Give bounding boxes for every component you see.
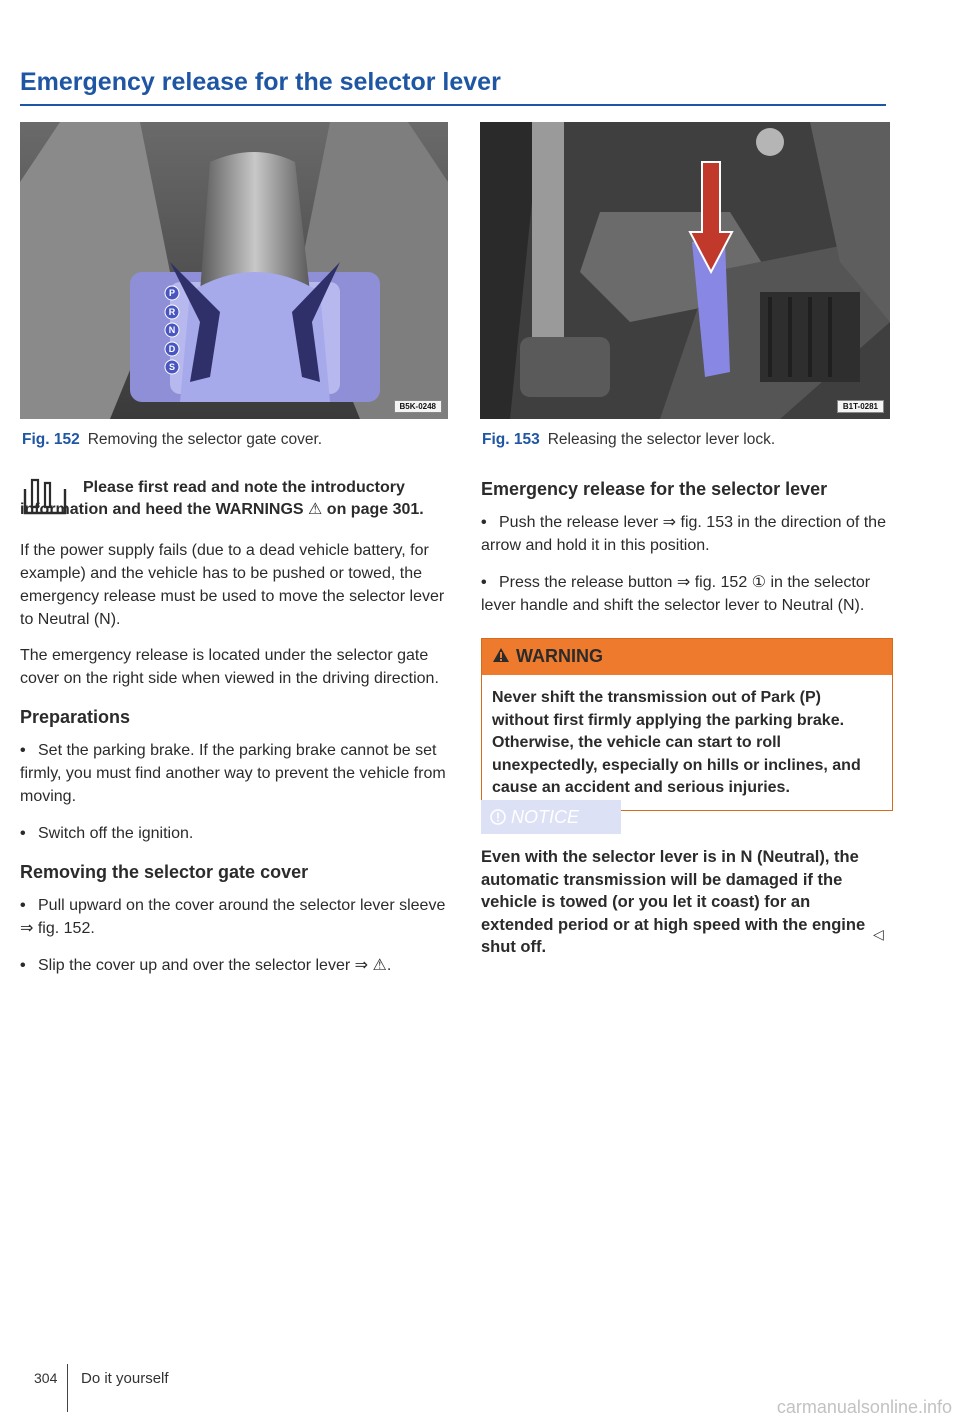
notice-icon: [490, 809, 506, 825]
removing-list: [20, 894, 448, 977]
section-end-icon: ◁: [873, 926, 884, 942]
notice-header: [481, 800, 621, 834]
heading-emergency-release: Emergency release for the selector lever: [481, 479, 828, 499]
warning-triangle-icon: [492, 647, 510, 663]
book-icon: [22, 477, 68, 517]
heading-preparations: Preparations: [20, 707, 131, 727]
gear-letter-p: P: [168, 288, 176, 298]
figure-caption-text: Releasing the selector lever lock.: [547, 431, 776, 448]
title-divider: [20, 104, 886, 106]
right-column: [481, 462, 891, 631]
heading-removing-cover: Removing the selector gate cover: [20, 862, 309, 882]
figure-153-image: [480, 122, 890, 419]
gear-letter-s: S: [168, 362, 176, 372]
warning-box: [481, 638, 893, 811]
list-item: • Set the parking brake. If the parking brake cannot be set firmly, you must find another way to prevent the vehicle from moving.: [20, 742, 446, 805]
warning-label: WARNING: [516, 646, 603, 666]
gear-letter-r: R: [168, 307, 176, 317]
figure-152-image: [20, 122, 448, 419]
footer-divider: [67, 1364, 68, 1412]
list-item: • Pull upward on the cover around the selector lever sleeve ⇒ fig. 152.: [20, 897, 446, 937]
gear-letter-n: N: [168, 325, 176, 335]
emergency-release-list: [481, 511, 891, 617]
figure-caption-text: Removing the selector gate cover.: [87, 431, 323, 448]
page-title: Emergency release for the selector lever: [20, 68, 501, 96]
list-item: • Switch off the ignition.: [20, 825, 194, 842]
figure-label: Fig. 153: [482, 431, 540, 448]
figure-code-label: B1T-0281: [837, 400, 884, 413]
list-item: • Push the release lever ⇒ fig. 153 in the direction of the arrow and hold it in this position.: [481, 514, 886, 554]
list-item: • Slip the cover up and over the selector lever ⇒ ⚠.: [20, 957, 392, 974]
page-number: 304: [34, 1370, 58, 1386]
paragraph: The emergency release is located under the selector gate cover on the right side when viewed in the driving direction.: [20, 647, 439, 687]
intro-note: [20, 477, 448, 521]
footer-section: Do it yourself: [81, 1370, 169, 1387]
gear-letter-d: D: [168, 344, 176, 354]
watermark: carmanualsonline.info: [776, 1397, 952, 1417]
figure-label: Fig. 152: [22, 431, 80, 448]
notice-text: Even with the selector lever is in N (Neutral), the automatic transmission will be damaged if the vehicle is towed (or you let it coast) for an extended period or at high speed with the engine shut off.: [481, 848, 866, 956]
list-item: • Press the release button ⇒ fig. 152 ① in the selector lever handle and shift the selector lever to Neutral (N).: [481, 574, 871, 614]
warning-header: [482, 639, 892, 675]
preparations-list: [20, 739, 448, 845]
figure-152-caption: [22, 431, 322, 449]
figure-153-caption: [482, 431, 775, 449]
intro-text: Please first read and note the introductory information and heed the WARNINGS ⚠ on page 301.: [20, 479, 424, 518]
notice-label: NOTICE: [511, 807, 580, 827]
warning-text: Never shift the transmission out of Park (P) without first firmly applying the parking brake. Otherwise, the vehicle can start to roll unexpectedly, especially on hills or inclines, and cause an accident and serious injuries.: [492, 689, 861, 796]
paragraph: If the power supply fails (due to a dead vehicle battery, for example) and the vehicle has to be pushed or towed, the emergency release must be used to move the selector lever to Neutral (N).: [20, 542, 445, 628]
figure-code-label: B5K-0248: [394, 400, 442, 413]
left-column: [20, 477, 448, 991]
